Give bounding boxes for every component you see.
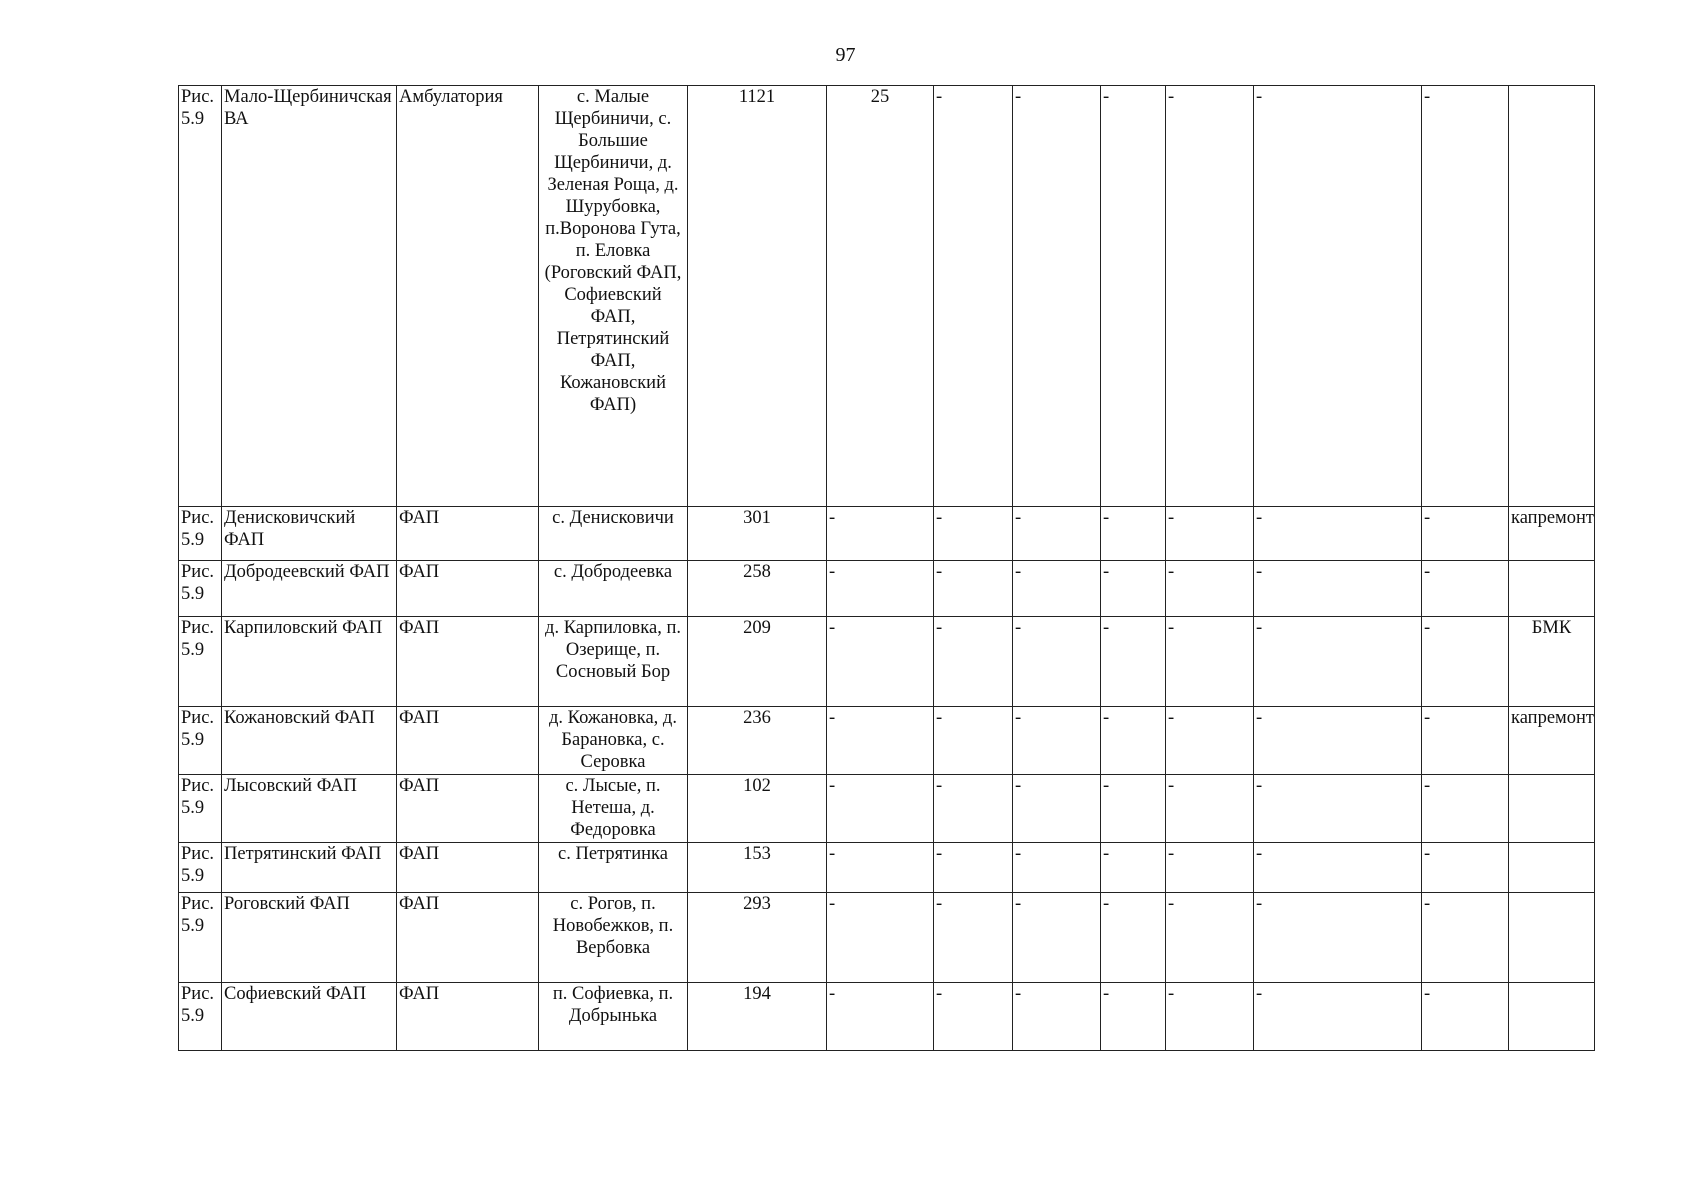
dash-cell: - bbox=[1422, 775, 1509, 843]
figure-ref-cell: Рис. 5.9 bbox=[179, 86, 222, 507]
note-cell bbox=[1509, 983, 1595, 1051]
dash-cell: - bbox=[1254, 775, 1422, 843]
dash-cell: - bbox=[1254, 707, 1422, 775]
settlements-cell: п. Софиевка, п. Добрынька bbox=[539, 983, 688, 1051]
population-cell: 258 bbox=[688, 561, 827, 617]
dash-cell: - bbox=[934, 707, 1013, 775]
dash-cell: - bbox=[1254, 893, 1422, 983]
figure-ref-cell: Рис. 5.9 bbox=[179, 617, 222, 707]
figure-ref-cell: Рис. 5.9 bbox=[179, 983, 222, 1051]
dash-cell: - bbox=[1254, 507, 1422, 561]
table-row bbox=[179, 775, 1595, 843]
dash-cell: - bbox=[1166, 507, 1254, 561]
dash-cell: - bbox=[1013, 86, 1101, 507]
settlements-cell: с. Добродеевка bbox=[539, 561, 688, 617]
dash-cell: - bbox=[1101, 617, 1166, 707]
facility-name-cell: Кожановский ФАП bbox=[222, 707, 397, 775]
settlements-cell: д. Кожановка, д. Барановка, с. Серовка bbox=[539, 707, 688, 775]
note-cell bbox=[1509, 843, 1595, 893]
note-cell bbox=[1509, 86, 1595, 507]
settlements-cell: с. Денисковичи bbox=[539, 507, 688, 561]
note-cell: БМК bbox=[1509, 617, 1595, 707]
dash-cell: - bbox=[827, 775, 934, 843]
dash-cell: - bbox=[1166, 707, 1254, 775]
dash-cell: - bbox=[1101, 507, 1166, 561]
facility-name-cell: Софиевский ФАП bbox=[222, 983, 397, 1051]
dash-cell: - bbox=[1422, 561, 1509, 617]
dash-cell: - bbox=[1254, 86, 1422, 507]
settlements-cell: с. Петрятинка bbox=[539, 843, 688, 893]
dash-cell: - bbox=[1166, 617, 1254, 707]
dash-cell: - bbox=[1013, 561, 1101, 617]
dash-cell: - bbox=[1422, 983, 1509, 1051]
dash-cell: - bbox=[1101, 983, 1166, 1051]
dash-cell: - bbox=[1422, 893, 1509, 983]
table-row bbox=[179, 983, 1595, 1051]
dash-cell: - bbox=[1422, 707, 1509, 775]
dash-cell: - bbox=[827, 707, 934, 775]
facility-type-cell: ФАП bbox=[397, 707, 539, 775]
dash-cell: - bbox=[1254, 561, 1422, 617]
facility-type-cell: ФАП bbox=[397, 507, 539, 561]
dash-cell: - bbox=[934, 561, 1013, 617]
dash-cell: - bbox=[1013, 893, 1101, 983]
dash-cell: - bbox=[1166, 983, 1254, 1051]
dash-cell: - bbox=[1101, 893, 1166, 983]
table-row bbox=[179, 561, 1595, 617]
facility-type-cell: Амбулатория bbox=[397, 86, 539, 507]
population-cell: 293 bbox=[688, 893, 827, 983]
figure-ref-cell: Рис. 5.9 bbox=[179, 843, 222, 893]
dash-cell: - bbox=[934, 507, 1013, 561]
dash-cell: - bbox=[1013, 775, 1101, 843]
dash-cell: - bbox=[934, 983, 1013, 1051]
dash-cell: - bbox=[1254, 843, 1422, 893]
settlements-cell: с. Малые Щербиничи, с. Большие Щербиничи, д. Зеленая Роща, д. Шурубовка, п.Воронова Гута, п. Еловка (Роговский ФАП, Софиевский ФАП, Петрятинский ФАП, Кожановский ФАП) bbox=[539, 86, 688, 507]
value-cell: 25 bbox=[827, 86, 934, 507]
population-cell: 209 bbox=[688, 617, 827, 707]
facility-type-cell: ФАП bbox=[397, 775, 539, 843]
dash-cell: - bbox=[1166, 893, 1254, 983]
figure-ref-cell: Рис. 5.9 bbox=[179, 707, 222, 775]
facility-name-cell: Лысовский ФАП bbox=[222, 775, 397, 843]
dash-cell: - bbox=[1422, 86, 1509, 507]
figure-ref-cell: Рис. 5.9 bbox=[179, 507, 222, 561]
facility-type-cell: ФАП bbox=[397, 617, 539, 707]
table-row bbox=[179, 893, 1595, 983]
dash-cell: - bbox=[934, 775, 1013, 843]
dash-cell: - bbox=[1013, 843, 1101, 893]
dash-cell: - bbox=[1101, 86, 1166, 507]
settlements-cell: с. Рогов, п. Новобежков, п. Вербовка bbox=[539, 893, 688, 983]
note-cell bbox=[1509, 775, 1595, 843]
population-cell: 194 bbox=[688, 983, 827, 1051]
dash-cell: - bbox=[827, 843, 934, 893]
facility-type-cell: ФАП bbox=[397, 893, 539, 983]
dash-cell: - bbox=[934, 86, 1013, 507]
dash-cell: - bbox=[1101, 775, 1166, 843]
settlements-cell: с. Лысые, п. Нетеша, д. Федоровка bbox=[539, 775, 688, 843]
facility-type-cell: ФАП bbox=[397, 983, 539, 1051]
dash-cell: - bbox=[934, 893, 1013, 983]
facility-name-cell: Денисковичский ФАП bbox=[222, 507, 397, 561]
table-row bbox=[179, 507, 1595, 561]
settlements-cell: д. Карпиловка, п. Озерище, п. Сосновый Бор bbox=[539, 617, 688, 707]
population-cell: 1121 bbox=[688, 86, 827, 507]
dash-cell: - bbox=[1013, 983, 1101, 1051]
dash-cell: - bbox=[1166, 843, 1254, 893]
dash-cell: - bbox=[1422, 507, 1509, 561]
facility-type-cell: ФАП bbox=[397, 561, 539, 617]
table-row bbox=[179, 843, 1595, 893]
note-cell bbox=[1509, 561, 1595, 617]
dash-cell: - bbox=[1013, 617, 1101, 707]
note-cell bbox=[1509, 893, 1595, 983]
table-row bbox=[179, 617, 1595, 707]
dash-cell: - bbox=[827, 617, 934, 707]
page-number: 97 bbox=[835, 44, 856, 66]
dash-cell: - bbox=[1013, 507, 1101, 561]
note-cell: капремонт bbox=[1509, 707, 1595, 775]
dash-cell: - bbox=[1101, 843, 1166, 893]
dash-cell: - bbox=[1166, 86, 1254, 507]
dash-cell: - bbox=[827, 893, 934, 983]
facility-name-cell: Добродеевский ФАП bbox=[222, 561, 397, 617]
population-cell: 102 bbox=[688, 775, 827, 843]
facility-type-cell: ФАП bbox=[397, 843, 539, 893]
dash-cell: - bbox=[934, 843, 1013, 893]
dash-cell: - bbox=[827, 561, 934, 617]
dash-cell: - bbox=[1254, 617, 1422, 707]
figure-ref-cell: Рис. 5.9 bbox=[179, 561, 222, 617]
dash-cell: - bbox=[1166, 561, 1254, 617]
dash-cell: - bbox=[1166, 775, 1254, 843]
dash-cell: - bbox=[1422, 843, 1509, 893]
population-cell: 301 bbox=[688, 507, 827, 561]
population-cell: 236 bbox=[688, 707, 827, 775]
figure-ref-cell: Рис. 5.9 bbox=[179, 893, 222, 983]
population-cell: 153 bbox=[688, 843, 827, 893]
facility-name-cell: Роговский ФАП bbox=[222, 893, 397, 983]
dash-cell: - bbox=[934, 617, 1013, 707]
dash-cell: - bbox=[827, 507, 934, 561]
note-cell: капремонт bbox=[1509, 507, 1595, 561]
dash-cell: - bbox=[1101, 707, 1166, 775]
facility-name-cell: Карпиловский ФАП bbox=[222, 617, 397, 707]
dash-cell: - bbox=[827, 983, 934, 1051]
facilities-table bbox=[178, 85, 1595, 1051]
dash-cell: - bbox=[1422, 617, 1509, 707]
facility-name-cell: Мало-Щербиничская ВА bbox=[222, 86, 397, 507]
table-row bbox=[179, 707, 1595, 775]
dash-cell: - bbox=[1254, 983, 1422, 1051]
figure-ref-cell: Рис. 5.9 bbox=[179, 775, 222, 843]
dash-cell: - bbox=[1013, 707, 1101, 775]
facility-name-cell: Петрятинский ФАП bbox=[222, 843, 397, 893]
table-row bbox=[179, 86, 1595, 507]
dash-cell: - bbox=[1101, 561, 1166, 617]
